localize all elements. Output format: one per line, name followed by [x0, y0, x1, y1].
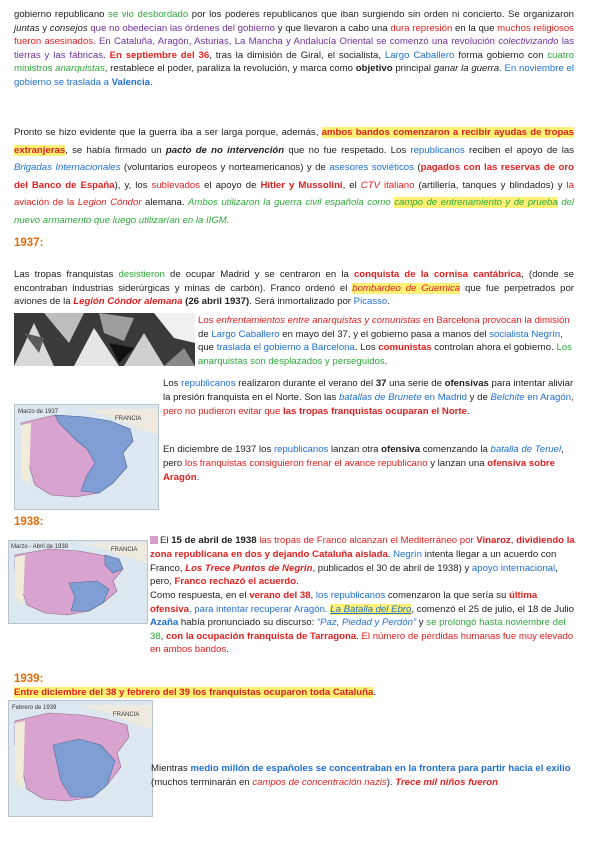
text: (26 abril 1937) [182, 296, 250, 308]
map-title: Marzo - Abril de 1938 [11, 544, 69, 550]
text: las tropas de Franco alcanzan el Mediterráneo por [256, 535, 477, 546]
text: que no obedecían las órdenes del gobierno [87, 22, 276, 34]
text: . [373, 687, 377, 698]
text: Legion Cóndor [77, 197, 142, 209]
text: última ofensiva [150, 590, 538, 615]
text: en la que [452, 22, 498, 34]
text: la aviación de la [14, 179, 575, 209]
text: republicanos [181, 378, 236, 389]
text: y [416, 617, 427, 629]
text: Los anarquistas son desplazados y perseguidos [198, 342, 572, 367]
text: , pero, [150, 562, 558, 588]
text: enfrentamientos entre anarquistas y comunistas [216, 315, 421, 326]
text: los franquistas consiguieron frenar el avance republicano [184, 458, 428, 470]
paragraph-vinaroz [150, 534, 575, 589]
map-march-1937 [14, 404, 159, 510]
text: , pero [163, 444, 564, 470]
paragraph-northern-campaign [14, 268, 574, 309]
text: (artillería, tanques y blindados) y [414, 179, 567, 191]
text: bombardeo de Guernica [352, 282, 461, 294]
text: Madrid [437, 391, 468, 403]
text: Largo Caballero [384, 49, 455, 61]
text: , restablece el poder, paraliza la revolución, y marca como [104, 63, 356, 75]
text: forma gobierno con [454, 49, 548, 61]
text: , (donde se encontraban industrias siderúrgicas y minas de carbón). Franco ordenó el [14, 269, 575, 294]
section-heading-1937: 1937: [14, 237, 44, 249]
guernica-illustration [14, 313, 195, 366]
text: batalla de Teruel [490, 444, 562, 455]
text: . [103, 49, 110, 61]
text: una serie de [386, 378, 445, 389]
text: , [510, 535, 517, 546]
text: y de [467, 391, 491, 403]
text: dimisión [534, 315, 570, 326]
text: . [356, 630, 362, 642]
text: dividiendo la zona republicana en dos y dejando Cataluña aislada [150, 535, 575, 560]
text: se vio desbordado [108, 9, 189, 20]
text: de ocupar Madrid y se centraron en la [164, 269, 354, 280]
text: colectivizando [498, 36, 559, 48]
text: las tierras y las fábricas [14, 36, 574, 61]
text: , que [198, 328, 563, 354]
text: cuatro ministros [14, 49, 574, 75]
text: Negrín [393, 548, 422, 560]
text: reciben el apoyo de las [464, 144, 575, 156]
text: campos de concentración nazis [252, 776, 387, 788]
text: realizaron durante el verano del [235, 378, 376, 389]
text: , publicados el 30 de abril de 1938 [312, 562, 459, 574]
text: Trece mil niños fueron [395, 776, 498, 788]
text: el apoyo de [200, 179, 261, 191]
text: Mientras [151, 763, 191, 774]
text: ). [386, 776, 396, 788]
text: asesores soviéticos [329, 162, 414, 174]
text: Los Trece Puntos de Negrín [185, 562, 313, 574]
text: (muchos terminarán en [151, 776, 253, 788]
text: campo de entrenamiento y de prueba [394, 197, 558, 209]
text: socialista Negrín [489, 328, 561, 340]
text: comenzando la [420, 444, 491, 455]
text: . Los [354, 342, 379, 354]
text: se prolongó hasta noviembre del 38 [150, 617, 566, 642]
text: ) y [458, 562, 472, 574]
map-label-france: FRANCIA [115, 416, 142, 422]
text: Largo Caballero [211, 328, 280, 340]
guernica-painting-image [14, 313, 195, 366]
text: Legión Cóndor alemana [73, 296, 183, 308]
text: . [384, 355, 388, 367]
text: . [466, 405, 470, 417]
text: . [387, 548, 394, 560]
text: republicanos [273, 444, 329, 455]
text: republicanos [410, 144, 465, 156]
text: que no fue respetado. Los [284, 144, 411, 156]
text: ), y, los [114, 179, 152, 191]
text: , comenzó el 25 de julio, el 18 de Julio [411, 603, 575, 615]
text: , [160, 630, 167, 642]
paragraph-anarchist-communist-conflict [198, 314, 574, 368]
text: ambos bandos comenzaron a recibir ayudas de tropas extranjeras [14, 127, 574, 156]
map-label-france: FRANCIA [111, 547, 138, 553]
legend-square [150, 536, 158, 544]
text: pagados con las reservas de oro del Banco de España [14, 162, 574, 191]
text: sublevados [151, 179, 201, 191]
text: Aragón [540, 391, 572, 403]
text: los republicanos [315, 590, 386, 601]
text: Franco rechazó el acuerdo [174, 576, 297, 588]
text: ganar la guerra [433, 63, 500, 75]
text: Azaña [150, 617, 179, 629]
text: italiano [379, 179, 415, 191]
text: . Será inmortalizado por [249, 296, 354, 308]
text: Belchite [490, 391, 525, 403]
text: . En noviembre el gobierno se traslada a [14, 63, 575, 88]
text: consejos [49, 22, 88, 34]
text: traslada el gobierno a Barcelona [216, 342, 355, 354]
map-title: Febrero de 1939 [12, 705, 57, 711]
text: anarquistas [55, 63, 105, 75]
text: El número de pérdidas humanas fue muy elevado en ambos bandos [150, 630, 574, 656]
text: Valencia [111, 76, 151, 88]
text: Hitler y Mussolini [260, 179, 343, 191]
section-heading-1938: 1938: [14, 516, 44, 528]
text: , el [342, 179, 361, 191]
text: ofensiva [381, 444, 421, 455]
paragraph-revolution [14, 8, 574, 90]
text: desistieron [118, 269, 165, 280]
paragraph-republican-offensives [163, 377, 575, 418]
text: La Batalla del Ebro [330, 603, 412, 615]
text: con la ocupación franquista de Tarragona [166, 630, 357, 642]
map-title: Marzo de 1937 [18, 409, 59, 415]
text: , pero no pudieron evitar que [163, 391, 574, 417]
text: verano del 38 [249, 590, 311, 601]
text: objetivo [355, 63, 393, 75]
text: intenta llegar a un acuerdo con Franco, [150, 548, 557, 574]
text: del nuevo armamento que luego utilizarían en la IIGM. [14, 197, 575, 226]
text: En septiembre del 36 [109, 49, 210, 61]
text: El [160, 535, 172, 546]
paragraph-foreign-aid [14, 124, 574, 230]
text: muchos religiosos fueron asesinados [14, 22, 574, 48]
text: Las tropas franquistas [14, 269, 119, 280]
text: ofensivas [444, 378, 489, 389]
text: “Paz, Piedad y Perdón” [316, 617, 417, 629]
text: en [421, 391, 438, 403]
section-heading-1939: 1939: [14, 673, 44, 685]
text: Como respuesta, en el [150, 590, 250, 601]
text: Pronto se hizo evidente que la guerra iba a ser larga porque, además, [14, 127, 322, 138]
text: , [310, 590, 316, 601]
map-label-france: FRANCIA [113, 712, 140, 718]
text: juntas [14, 22, 40, 34]
text: Los [163, 378, 182, 389]
text: CTV [360, 179, 380, 191]
text: comunistas [378, 342, 432, 354]
text: medio millón de españoles se concentraban en la frontera para partir hacia el exilio [190, 763, 571, 774]
text: y [39, 22, 50, 34]
text: principal [392, 63, 434, 75]
text: alemana. [141, 197, 188, 209]
text: las tropas franquistas ocuparan el Norte [283, 405, 467, 417]
text: que fue perpetrados por aviones de la [14, 282, 575, 308]
text: batallas de Brunete [339, 391, 422, 403]
text: Brigadas Internacionales [14, 162, 121, 174]
text: para intentar aliviar la presión franquista en el Norte. Son las [163, 378, 574, 403]
text: lanzan otra [328, 444, 382, 455]
text: apoyo internacional [471, 562, 556, 574]
paragraph-ebro [150, 589, 575, 657]
text: por los poderes republicanos que iban surgiendo sin orden ni concierto. Se organizaron [188, 9, 574, 20]
text: comenzaron la que sería su [385, 590, 509, 601]
text: Ambos utilizaron la guerra civil española como [187, 197, 395, 209]
text: . [296, 576, 299, 588]
text: , tras la dimisión de Giral, el socialista, [209, 49, 385, 61]
text: conquista de la cornisa cantábrica [353, 269, 522, 280]
paragraph-catalonia-fall [14, 686, 574, 700]
text: 37 [375, 378, 387, 389]
text: Vinaroz [476, 535, 511, 546]
text: Picasso [353, 296, 388, 308]
text: dura represión [390, 22, 453, 34]
paragraph-exile [151, 762, 575, 789]
text: de [198, 328, 212, 340]
text: En diciembre de 1937 los [163, 444, 274, 455]
text: . [150, 76, 153, 88]
paragraph-teruel [163, 443, 575, 486]
text: . [387, 296, 390, 308]
text: en [524, 391, 541, 403]
text: 15 de abril de 1938 [171, 535, 257, 546]
text: controlan ahora el gobierno. [431, 342, 557, 354]
text: ofensiva sobre Aragón [163, 458, 555, 484]
text: Los [198, 315, 217, 326]
text: (voluntarios europeos y norteamericanos) y de [120, 162, 330, 174]
text: ( [413, 162, 421, 174]
text: . [196, 472, 200, 484]
text: . En Cataluña, Aragón, Asturias, La Mancha y Andalucía Oriental se comenzó una revolución [93, 36, 499, 48]
map-february-1939 [8, 700, 153, 817]
text: en Barcelona provocan la [420, 315, 535, 326]
text: Entre diciembre del 38 y febrero del 39 los franquistas ocuparon toda Cataluña [14, 687, 374, 698]
text: había pronunciado su discurso: [178, 617, 317, 629]
text: , para intentar recuperar Aragón. [188, 603, 331, 615]
text: pacto de no intervención [165, 144, 285, 156]
text: y lanzan una [427, 458, 488, 470]
text: en mayo del 37, y el gobierno pasa a manos del [279, 328, 490, 340]
text: gobierno republicano [14, 9, 109, 20]
text: , se había firmado un [65, 144, 166, 156]
text: y que llevaron a cabo una [275, 22, 391, 34]
text: . [226, 644, 229, 656]
map-april-1938 [8, 540, 148, 624]
